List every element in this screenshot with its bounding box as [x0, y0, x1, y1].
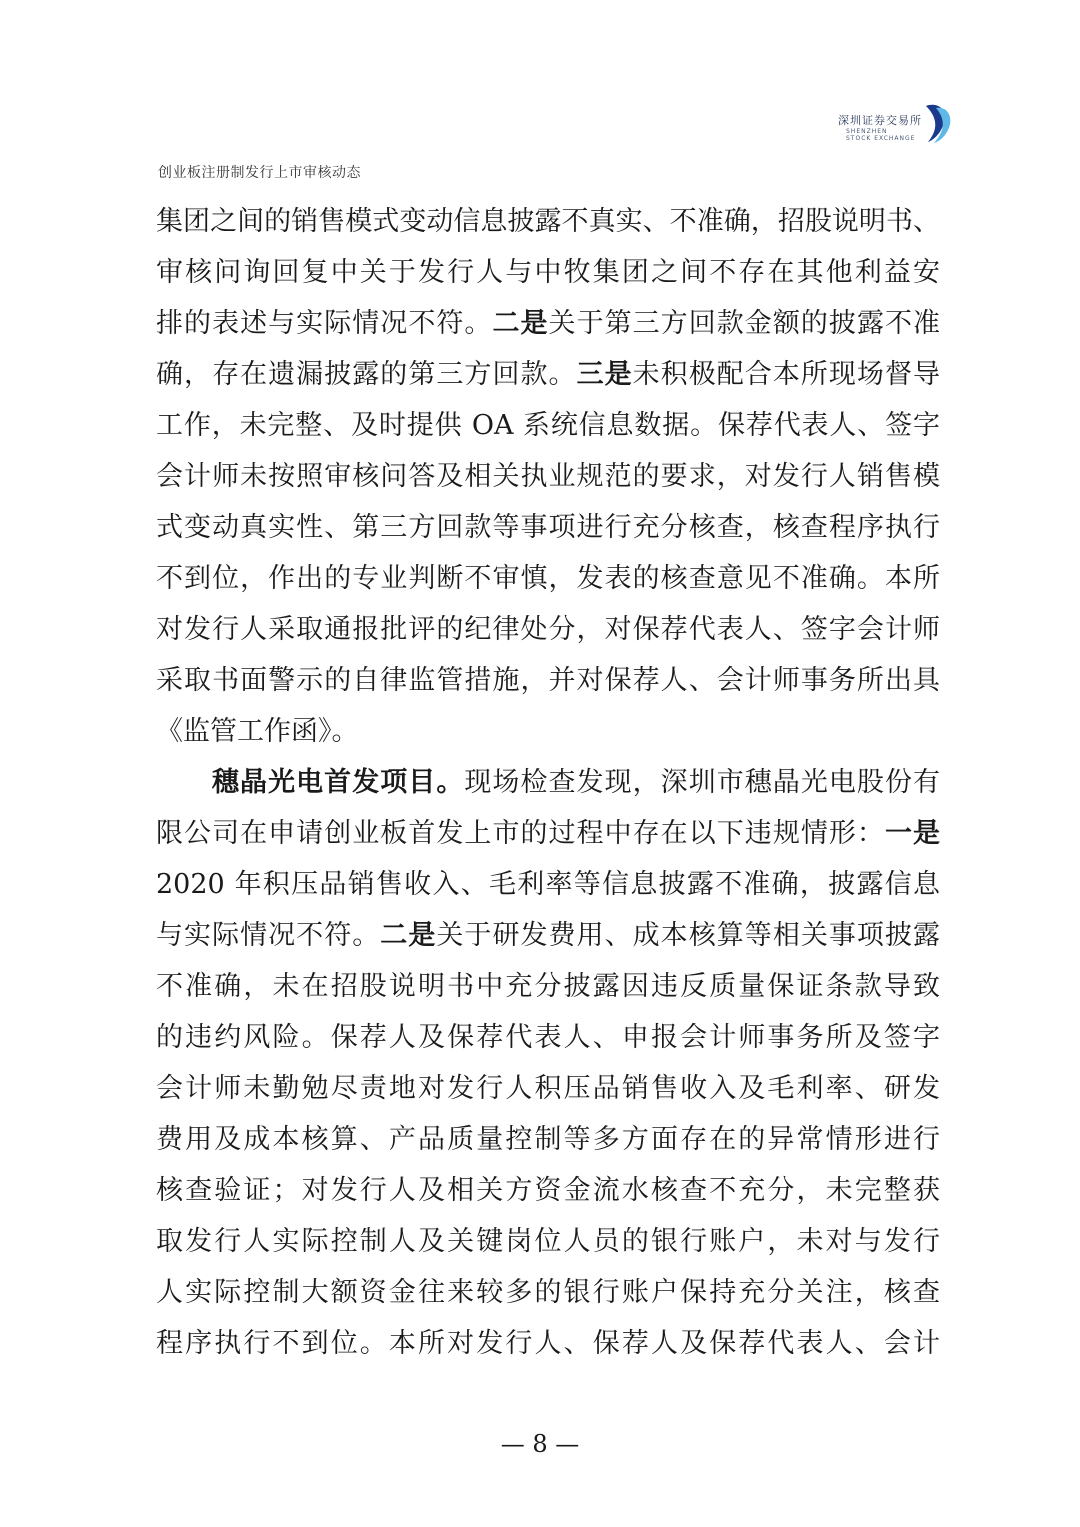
line-text: 的违约风险。保荐人及保荐代表人、申报会计师事务所及签字 — [156, 1022, 940, 1053]
text-line-18 — [156, 1063, 940, 1114]
text-line-17 — [156, 1012, 940, 1063]
text-line-7 — [156, 502, 940, 553]
text-line-22 — [156, 1267, 940, 1318]
emphasis-text: 二是 — [380, 920, 437, 951]
line-text: 取发行人实际控制人及关键岗位人员的银行账户，未对与发行 — [156, 1226, 940, 1257]
line-text: 集团之间的销售模式变动信息披露不真实、不准确，招股说明书、 — [156, 206, 940, 237]
text-line-2 — [156, 247, 940, 298]
text-line-12 — [156, 757, 940, 808]
text-line-21 — [156, 1216, 940, 1267]
line-text: 不到位，作出的专业判断不审慎，发表的核查意见不准确。本所 — [156, 563, 940, 594]
text-line-11 — [156, 706, 940, 757]
line-text: 关于第三方回款金额的披露不准 — [548, 308, 941, 339]
text-line-10 — [156, 655, 940, 706]
logo-en-line-2: STOCK EXCHANGE — [846, 135, 916, 142]
line-text: 限公司在申请创业板首发上市的过程中存在以下违规情形： — [156, 818, 885, 849]
text-line-13 — [156, 808, 940, 859]
text-line-20 — [156, 1165, 940, 1216]
running-header-title: 创业板注册制发行上市审核动态 — [158, 165, 361, 181]
emphasis-text: 二是 — [492, 308, 549, 339]
text-line-4 — [156, 349, 940, 400]
line-text: 与实际情况不符。 — [156, 920, 381, 951]
line-text: 会计师未按照审核问答及相关执业规范的要求，对发行人销售模 — [156, 461, 940, 492]
line-text: 费用及成本核算、产品质量控制等多方面存在的异常情形进行 — [156, 1124, 940, 1155]
line-text: 式变动真实性、第三方回款等事项进行充分核查，核查程序执行 — [156, 512, 940, 543]
line-text: 未积极配合本所现场督导 — [632, 359, 941, 390]
line-text: 采取书面警示的自律监管措施，并对保荐人、会计师事务所出具 — [156, 665, 940, 696]
logo-cn-text: 深圳证券交易所 — [838, 114, 922, 127]
line-text: 审核问询回复中关于发行人与中牧集团之间不存在其他利益安 — [156, 257, 940, 288]
text-line-15 — [156, 910, 940, 961]
text-line-8 — [156, 553, 940, 604]
line-text: 核查验证；对发行人及相关方资金流水核查不充分，未完整获 — [156, 1175, 940, 1206]
line-text: 关于研发费用、成本核算等相关事项披露 — [436, 920, 941, 951]
szse-logo — [838, 102, 958, 148]
line-text: 现场检查发现，深圳市穗晶光电股份有 — [464, 767, 941, 798]
line-text: 确，存在遗漏披露的第三方回款。 — [156, 359, 577, 390]
text-line-16 — [156, 961, 940, 1012]
text-line-23 — [156, 1318, 940, 1369]
text-line-6 — [156, 451, 940, 502]
logo-en-text — [846, 128, 915, 142]
text-line-14 — [156, 859, 940, 910]
line-text: 工作，未完整、及时提供 OA 系统信息数据。保荐代表人、签字 — [156, 410, 940, 441]
line-text: 会计师未勤勉尽责地对发行人积压品销售收入及毛利率、研发 — [156, 1073, 940, 1104]
line-text: 不准确，未在招股说明书中充分披露因违反质量保证条款导致 — [156, 971, 940, 1002]
document-body — [156, 196, 940, 1369]
line-text: 《监管工作函》。 — [156, 716, 359, 747]
line-text: 2020 年积压品销售收入、毛利率等信息披露不准确，披露信息 — [156, 869, 940, 900]
line-text: 排的表述与实际情况不符。 — [156, 308, 493, 339]
line-text: 人实际控制大额资金往来较多的银行账户保持充分关注，核查 — [156, 1277, 940, 1308]
emphasis-text: 一是 — [884, 818, 941, 849]
project-heading: 穗晶光电首发项目。 — [212, 767, 465, 798]
line-text: 程序执行不到位。本所对发行人、保荐人及保荐代表人、会计 — [156, 1328, 940, 1359]
text-line-3 — [156, 298, 940, 349]
logo-en-line-1: SHENZHEN — [846, 128, 888, 135]
text-line-9 — [156, 604, 940, 655]
text-line-1 — [156, 196, 940, 247]
text-line-5 — [156, 400, 940, 451]
text-line-19 — [156, 1114, 940, 1165]
line-text: 对发行人采取通报批评的纪律处分，对保荐代表人、签字会计师 — [156, 614, 940, 645]
emphasis-text: 三是 — [576, 359, 633, 390]
page-number: — 8 — — [500, 1430, 580, 1458]
szse-emblem-icon — [922, 102, 954, 144]
